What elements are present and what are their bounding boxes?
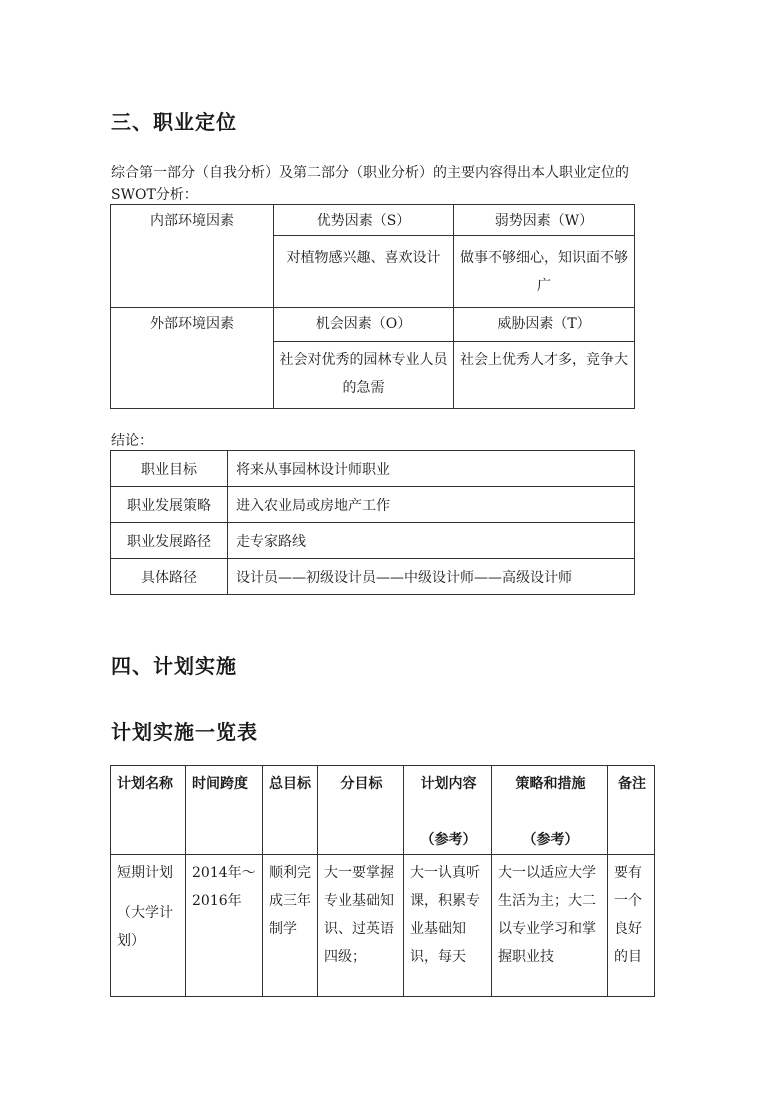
plan-name-cell [111,855,186,997]
strength-text: 对植物感兴趣、喜欢设计 [274,236,454,308]
header-time-span: 时间跨度 [186,766,263,855]
header-plan-content-label: 计划内容 [420,776,477,792]
opportunity-text: 社会对优秀的园林专业人员的急需 [274,342,454,409]
weakness-text: 做事不够细心，知识面不够广 [454,236,635,308]
conclusion-key: 职业目标 [111,451,228,487]
plan-overview-title: 计划实施一览表 [111,720,258,744]
header-strategy-ref: （参考） [522,832,579,848]
plan-table [110,765,655,997]
conclusion-value: 将来从事园林设计师职业 [228,451,635,487]
strength-heading: 优势因素（S） [274,205,454,236]
conclusion-value: 进入农业局或房地产工作 [228,487,635,523]
header-plan-content [404,766,492,855]
swot-intro-text: 综合第一部分（自我分析）及第二部分（职业分析）的主要内容得出本人职业定位的SWOT分析： [111,165,629,203]
conclusion-value: 走专家路线 [228,523,635,559]
conclusion-key: 职业发展策略 [111,487,228,523]
threat-heading: 威胁因素（T） [454,308,635,342]
conclusion-row [111,487,635,523]
plan-content-cell: 大一认真听课，积累专业基础知识，每天 [404,855,492,997]
conclusion-key: 职业发展路径 [111,523,228,559]
internal-factors-label: 内部环境因素 [111,205,274,308]
header-strategy [492,766,608,855]
conclusion-row [111,523,635,559]
weakness-heading: 弱势因素（W） [454,205,635,236]
swot-table [110,204,635,409]
strategy-cell: 大一以适应大学生活为主；大二以专业学习和掌握职业技 [492,855,608,997]
header-plan-name: 计划名称 [111,766,186,855]
time-span-cell: 2014年～2016年 [186,855,263,997]
overall-goal-cell: 顺利完成三年制学 [263,855,318,997]
opportunity-heading: 机会因素（O） [274,308,454,342]
header-sub-goal: 分目标 [318,766,404,855]
conclusion-row [111,451,635,487]
section-title-plan-implementation: 四、计划实施 [111,654,237,678]
header-notes: 备注 [608,766,655,855]
external-factors-label: 外部环境因素 [111,308,274,409]
conclusion-value: 设计员——初级设计员——中级设计师——高级设计师 [228,559,635,595]
conclusion-table [110,450,635,595]
notes-cell: 要有一个良好的目 [608,855,655,997]
conclusion-row [111,559,635,595]
sub-goal-cell: 大一要掌握专业基础知识、过英语四级； [318,855,404,997]
plan-name-text: 短期计划 [117,865,173,881]
section-title-career-positioning: 三、职业定位 [111,110,237,134]
header-plan-content-ref: （参考） [420,832,477,848]
header-overall-goal: 总目标 [263,766,318,855]
threat-text: 社会上优秀人才多，竞争大 [454,342,635,409]
plan-name-note: （大学计划） [117,905,173,949]
conclusion-key: 具体路径 [111,559,228,595]
header-strategy-label: 策略和措施 [515,776,586,792]
conclusion-label: 结论： [111,433,153,449]
table-row [111,855,655,997]
